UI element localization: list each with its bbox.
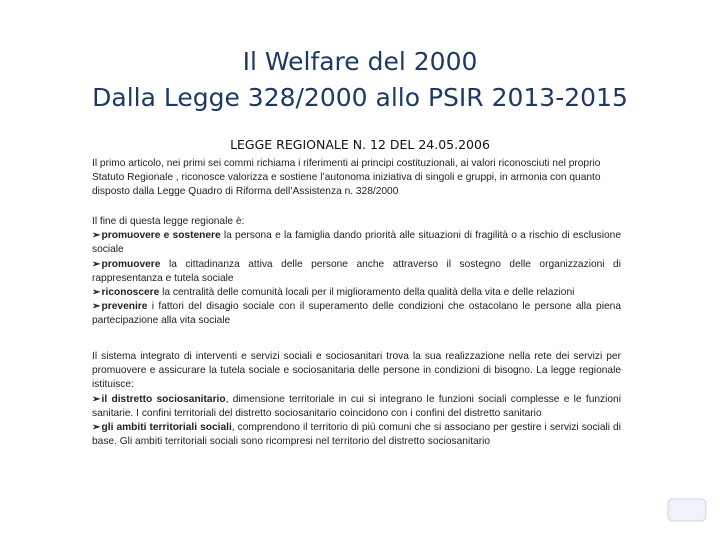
arrow-bullet-icon: ➢ — [92, 422, 101, 434]
institution-item — [92, 421, 621, 449]
system-block — [92, 350, 621, 449]
aim-text: la centralità delle comunità locali per il miglioramento della qualità della vita e delle relazioni — [159, 287, 575, 299]
slide-subtitle: LEGGE REGIONALE N. 12 DEL 24.05.2006 — [230, 137, 490, 152]
intro-paragraph: Il primo articolo, nei primi sei commi richiama i riferimenti ai principi costituzionali, ai valori riconosciuti nel proprio Statuto Regionale , riconosce valorizza e sostiene l’autonoma iniziativa di singoli e gruppi, in armonia con quanto disposto dalla Legge Quadro di Riforma dell’Assistenza n. 328/2000 — [92, 158, 601, 198]
aims-block — [92, 215, 621, 329]
arrow-bullet-icon: ➢ — [92, 301, 101, 313]
aim-keyword: promuovere e sostenere — [101, 230, 221, 242]
institution-text: , comprendono il territorio di più comuni che si associano per gestire i servizi sociali di base. Gli ambiti territoriali sociali sono ricompresi nel territorio del distretto sociosanitario — [92, 422, 621, 448]
arrow-bullet-icon: ➢ — [92, 287, 101, 299]
aim-text: la cittadinanza attiva delle persone anche attraverso il sostegno delle organizzazioni di rappresentanza e tutela sociale — [92, 258, 621, 284]
arrow-bullet-icon: ➢ — [92, 230, 101, 242]
arrow-bullet-icon: ➢ — [92, 393, 101, 405]
arrow-bullet-icon: ➢ — [92, 258, 101, 270]
intro-paragraph-block — [92, 157, 621, 200]
system-intro: Il sistema integrato di interventi e servizi sociali e sociosanitari trova la sua realizzazione nella rete dei servizi per promuovere e assicurare la tutela sociale e sociosanitaria delle persone in condizioni di bisogno. La legge regionale istituisce: — [92, 351, 621, 391]
institution-item — [92, 393, 621, 421]
aim-item — [92, 258, 621, 286]
aim-item — [92, 300, 621, 328]
dmp-logo-icon — [667, 497, 707, 523]
aim-item — [92, 229, 621, 257]
aim-text: la persona e la famiglia dando priorità alle situazioni di fragilità o a rischio di esclusione sociale — [92, 230, 622, 256]
title-line-2: Dalla Legge 328/2000 allo PSIR 2013-2015 — [92, 83, 628, 112]
institution-text: , dimensione territoriale in cui si integrano le funzioni sociali complesse e le funzioni sanitarie. I confini territoriali del distretto sociosanitario coincidono con i confini del distretto sanitario — [92, 393, 621, 419]
institution-keyword: il distretto sociosanitario — [101, 393, 226, 405]
aim-keyword: promuovere — [101, 258, 161, 270]
aim-text: i fattori del disagio sociale con il superamento delle condizioni che ostacolano le persone alla piena partecipazione alla vita sociale — [92, 301, 621, 327]
institution-keyword: gli ambiti territoriali sociali — [101, 422, 232, 434]
title-line-1: Il Welfare del 2000 — [242, 47, 478, 76]
aim-keyword: riconoscere — [101, 287, 160, 299]
slide-title — [40, 44, 680, 116]
aim-item — [92, 286, 621, 300]
aim-keyword: prevenire — [101, 301, 148, 313]
aims-intro: Il fine di questa legge regionale è: — [92, 216, 245, 227]
